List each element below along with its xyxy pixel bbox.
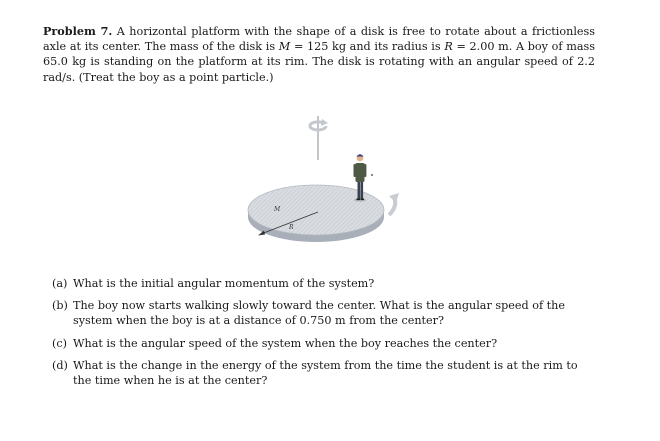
radius-label: R [289, 224, 294, 231]
question-part-b [52, 298, 597, 328]
problem-text-3: = 2.00 m. A boy of mass 65.0 kg is standing on the platform at its rim. The disk is rotating with an angular speed of 2.2 rad/s. (Treat the boy as a point particle.) [43, 40, 595, 84]
mass-label: M [274, 206, 281, 213]
part-text: What is the angular speed of the system when the boy reaches the center? [73, 336, 498, 350]
mass-symbol: M [278, 40, 291, 54]
problem-label: Problem 7. [43, 24, 113, 38]
part-tag: (d) [52, 358, 68, 372]
problem-statement [43, 24, 595, 85]
question-part-c [52, 336, 597, 351]
part-tag: (a) [52, 277, 68, 290]
part-tag: (c) [52, 336, 67, 350]
part-text: What is the initial angular momentum of the system? [73, 277, 375, 290]
problem-text-2: = 125 kg and its radius is [290, 40, 445, 54]
disk-platform [248, 185, 384, 242]
problem-text-1: A horizontal platform with the shape of a disk is free to rotate about a frictionless axle at its center. The mass of the disk is [43, 25, 595, 54]
rotation-direction-arrow [389, 193, 399, 215]
part-tag: (b) [52, 299, 68, 313]
rotating-disk-figure [236, 110, 416, 250]
question-part-d [52, 358, 597, 388]
part-text: What is the change in the energy of the system from the time the student is at the rim to the time when he is at the center? [73, 358, 578, 388]
radius-symbol: R [444, 40, 453, 54]
question-part-a [52, 276, 597, 291]
part-text: The boy now starts walking slowly toward the center. What is the angular speed of the system when the boy is at a distance of 0.750 m from the center? [73, 299, 565, 328]
axle-rotation-icon [310, 116, 328, 160]
question-parts-list [52, 276, 597, 395]
